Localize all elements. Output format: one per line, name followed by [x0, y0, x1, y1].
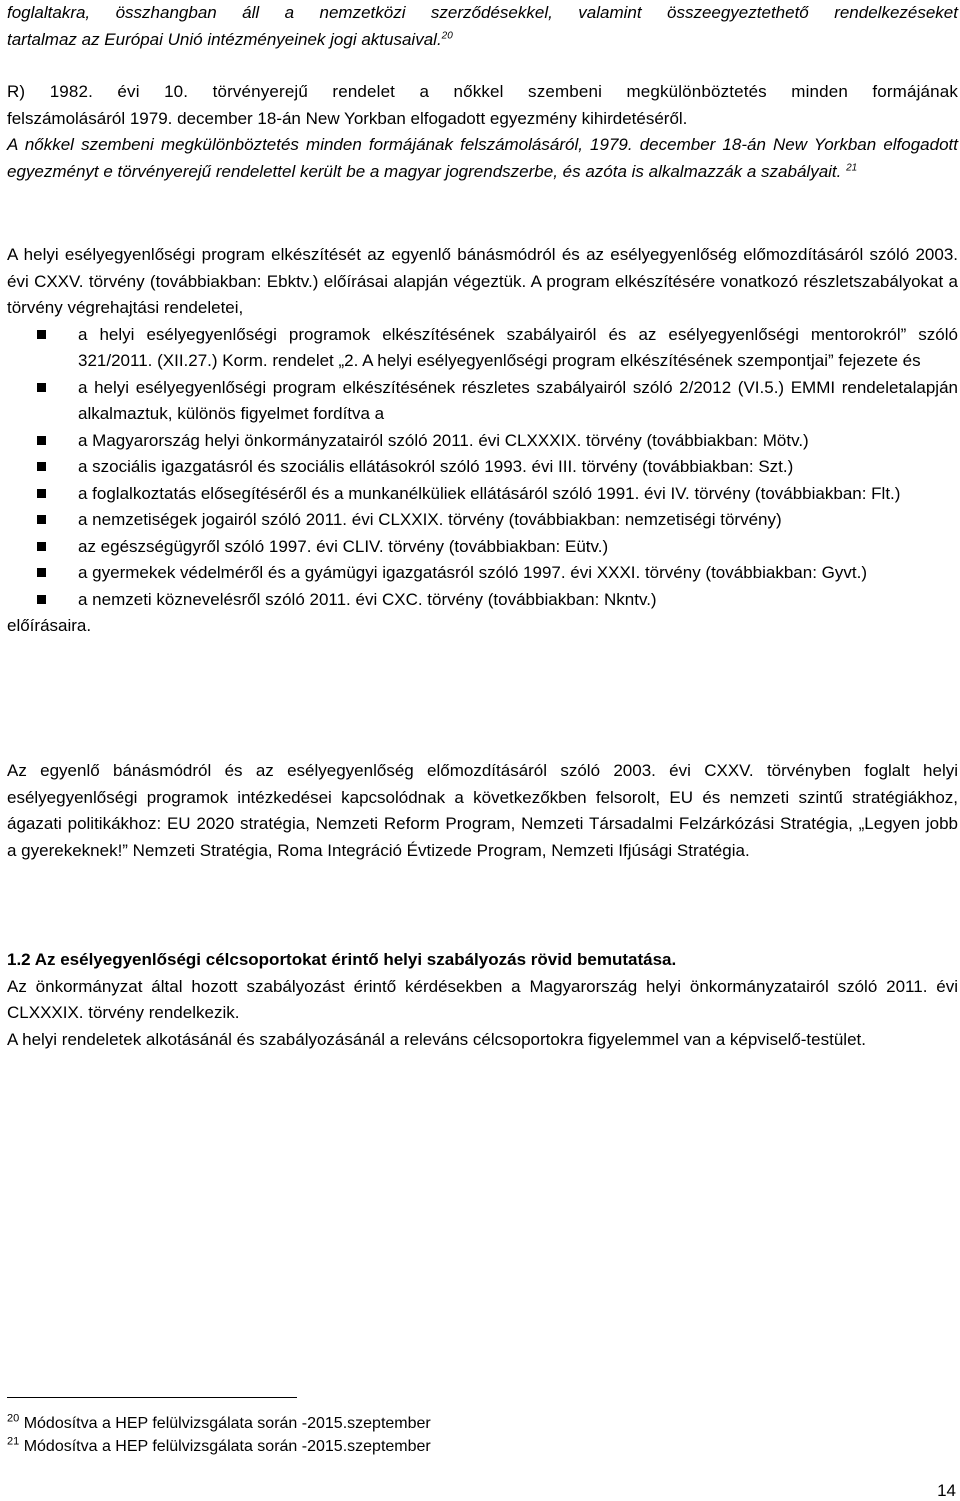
top-line-1: foglaltakra, összhangban áll a nemzetközi szerződésekkel, valamint összeegyeztethető rendelkezéseket	[7, 3, 958, 22]
r-line-1: R) 1982. évi 10. törvényerejű rendelet a nőkkel szembeni megkülönböztetés minden formájának	[7, 82, 958, 101]
bullet-square-icon	[37, 568, 46, 577]
top-italic-block	[7, 0, 958, 53]
r-italic-para: A nőkkel szembeni megkülönböztetés minden formájának felszámolásáról, 1979. december 18-án New Yorkban elfogadott egyezményt e törvényerejű rendelettel került be a magyar jogrendszerbe, és azóta is alkalmazzák a szabályait. $^{21}$	[7, 135, 958, 181]
footnote-text: Módosítva a HEP felülvizsgálata során -2015.szeptember	[23, 1415, 431, 1432]
footnote-20	[7, 1414, 431, 1434]
list-item: a foglalkoztatás elősegítéséről és a munkanélküliek ellátásáról szóló 1991. évi IV. törvény (továbbiakban: Flt.)	[7, 481, 958, 508]
bullet-square-icon	[37, 489, 46, 498]
r-section	[7, 79, 958, 185]
page-number: 14	[937, 1481, 956, 1500]
program-outro: előírásaira.	[7, 616, 92, 635]
footnote-ref-20[interactable]: 20	[441, 29, 453, 41]
section-para-2: A helyi rendeletek alkotásánál és szabályozásánál a releváns célcsoportokra figyelemmel van a képviselő-testület.	[7, 1029, 866, 1049]
bullet-square-icon	[37, 330, 46, 339]
footnote-21	[7, 1437, 431, 1457]
program-intro: A helyi esélyegyenlőségi program elkészítését az egyenlő bánásmódról és az esélyegyenlőség előmozdításáról szóló 2003. évi CXXV. törvény (továbbiakban: Ebktv.) előírásai alapján végeztük. A program elkészítésére vonatkozó részletszabályokat a törvény végrehajtási rendeletei,	[7, 245, 958, 317]
list-item: az egészségügyről szóló 1997. évi CLIV. törvény (továbbiakban: Eütv.)	[7, 534, 958, 561]
footnote-text: Módosítva a HEP felülvizsgálata során -2015.szeptember	[23, 1438, 431, 1455]
footnote-number: 20	[7, 1412, 20, 1425]
program-block	[7, 242, 958, 640]
footnote-divider	[7, 1397, 297, 1398]
list-item: a helyi esélyegyenlőségi programok elkészítésének szabályairól és az esélyegyenlőségi mentorokról” szóló 321/2011. (XII.27.) Korm. rendelet „2. A helyi esélyegyenlőségi program elkészítésének szempontjai” fejezete és	[7, 322, 958, 375]
law-list	[7, 322, 958, 614]
list-item: a helyi esélyegyenlőségi program elkészítésének részletes szabályairól szóló 2/2012 (VI.5.) EMMI rendeletalapján alkalmaztuk, különös figyelmet fordítva a	[7, 375, 958, 428]
r-line-2: felszámolásáról 1979. december 18-án New Yorkban elfogadott egyezmény kihirdetéséről.	[7, 108, 688, 128]
bullet-square-icon	[37, 462, 46, 471]
ebktv-paragraph-block	[7, 758, 958, 864]
list-item: a nemzeti köznevelésről szóló 2011. évi CXC. törvény (továbbiakban: Nkntv.)	[7, 587, 958, 614]
footnote-ref-21[interactable]: 21	[846, 161, 858, 173]
bullet-square-icon	[37, 383, 46, 392]
section-1-2	[7, 947, 958, 1053]
list-item: a gyermekek védelméről és a gyámügyi igazgatásról szóló 1997. évi XXXI. törvény (továbbiakban: Gyvt.)	[7, 560, 958, 587]
bullet-square-icon	[37, 595, 46, 604]
bullet-square-icon	[37, 515, 46, 524]
bullet-square-icon	[37, 542, 46, 551]
top-line-2: tartalmaz az Európai Unió intézményeinek jogi aktusaival.$^{20}$	[7, 29, 453, 49]
section-para-1: Az önkormányzat által hozott szabályozást érintő kérdésekben a Magyarország helyi önkormányzatairól szóló 2011. évi CLXXXIX. törvény rendelkezik.	[7, 976, 958, 1022]
section-heading: 1.2 Az esélyegyenlőségi célcsoportokat érintő helyi szabályozás rövid bemutatása.	[7, 950, 677, 969]
list-item: a nemzetiségek jogairól szóló 2011. évi CLXXIX. törvény (továbbiakban: nemzetiségi törvény)	[7, 507, 958, 534]
bullet-square-icon	[37, 436, 46, 445]
ebktv-paragraph: Az egyenlő bánásmódról és az esélyegyenlőség előmozdításáról szóló 2003. évi CXXV. törvényben foglalt helyi esélyegyenlőségi programok intézkedései kapcsolódnak a következőkben felsorolt, EU és nemzeti szintű stratégiákhoz, ágazati politikákhoz: EU 2020 stratégia, Nemzeti Reform Program, Nemzeti Társadalmi Felzárkózási Stratégia, „Legyen jobb a gyerekeknek!” Nemzeti Stratégia, Roma Integráció Évtizede Program, Nemzeti Ifjúsági Stratégia.	[7, 761, 958, 860]
footnote-number: 21	[7, 1435, 20, 1448]
list-item: a szociális igazgatásról és szociális ellátásokról szóló 1993. évi III. törvény (továbbiakban: Szt.)	[7, 454, 958, 481]
list-item: a Magyarország helyi önkormányzatairól szóló 2011. évi CLXXXIX. törvény (továbbiakban: Mötv.)	[7, 428, 958, 455]
